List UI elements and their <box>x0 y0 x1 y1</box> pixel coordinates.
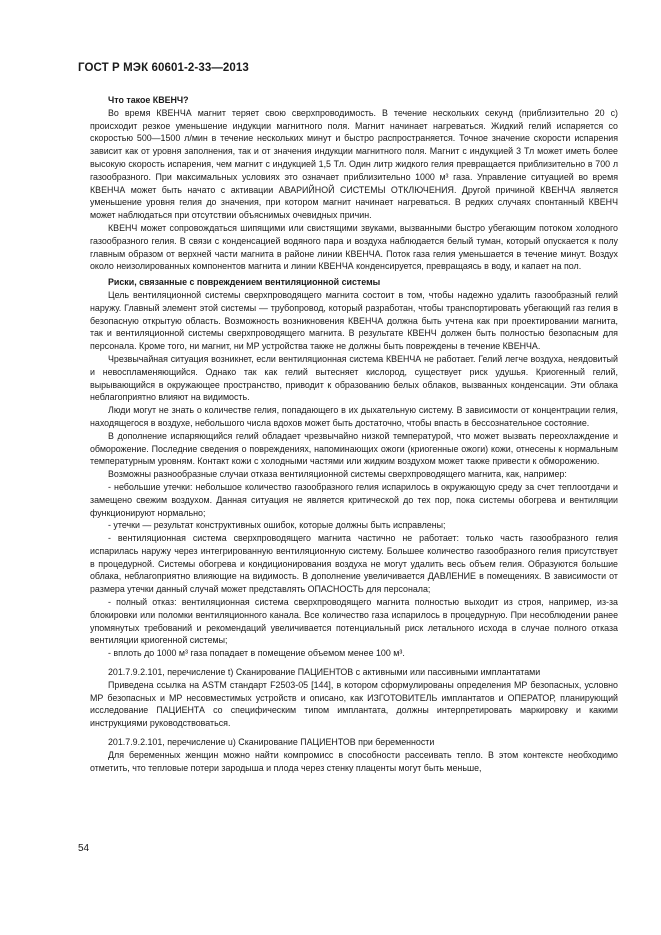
list-item: - вентиляционная система сверхпроводящего магнита частично не работает: только часть газообразного гелия испарилась наружу через интегрированную вентиляционную систему. Большее количество газообразного гелия присутствует в процедурной. Системы обогрева и кондиционирования воздуха не могут удалить весь объем гелия. Образуются большие облака, неблагоприятно влияющие на видимость. В дополнение увеличивается ДАВЛЕНИЕ в помещениях. В зависимости от размера утечки данный случай может представлять ОПАСНОСТЬ для персонала; <box>90 533 618 595</box>
paragraph: Во время КВЕНЧА магнит теряет свою сверхпроводимость. В течение нескольких секунд (приблизительно 20 с) происходит резкое уменьшение индукции магнитного поля. Магнит начинает нагреваться. Жидкий гелий испаряется со скоростью 500—1500 л/мин в течение нескольких минут и быстро распространяется. Точное значение скорости испарения зависит как от уровня заполнения, так и от значения индукции магнитного поля. Магнит с индукцией 3 Тл может иметь более высокую скорость испарения, чем магнит с индукцией 1,5 Тл. Один литр жидкого гелия превращается приблизительно в 700 л газообразного. При максимальных условиях это означает приблизительно 1000 м³ газа. Управление ситуацией во время КВЕНЧА может быть начато с активации АВАРИЙНОЙ СИСТЕМЫ ОТКЛЮЧЕНИЯ. Другой причиной КВЕНЧА является уменьшение уровня гелия до значения, при котором магнит начинает нагреваться. В редких случаях спонтанный КВЕНЧ может наблюдаться при отсутствии объяснимых очевидных причин. <box>90 107 618 221</box>
list-item: - полный отказ: вентиляционная система сверхпроводящего магнита полностью выходит из строя, например, из-за блокировки или поломки вентиляционного канала. Все количество газа испарилось в процедурную. При несоблюдении ранее упомянутых требований и рекомендаций увеличивается потенциальный риск летального исхода в случае полного отказа вентиляции криогенной системы; <box>90 597 618 646</box>
clause-heading-implants: 201.7.9.2.101, перечисление t) Сканирование ПАЦИЕНТОВ с активными или пассивными имплантатами <box>108 667 541 678</box>
paragraph: КВЕНЧ может сопровождаться шипящими или свистящими звуками, вызванными быстро убегающим потоком холодного газообразного гелия. В связи с конденсацией водяного пара и воздуха наблюдается белый туман, который опускается к полу главным образом от верхней части магнита в районе линии КВЕНЧА. Поток газа гелия уменьшается в течение минут. Воздух около неизолированных компонентов магнита и линии КВЕНЧА конденсируется, превращаясь в воду, и капает на пол. <box>90 222 618 272</box>
list-item: - небольшие утечки: небольшое количество газообразного гелия испарилось в окружающую среду за счет теплоотдачи и замещено свежим воздухом. Данная ситуация не является критической до тех пор, пока системы обогрева и вентиляции функционируют нормально; <box>90 481 618 518</box>
paragraph: В дополнение испаряющийся гелий обладает чрезвычайно низкой температурой, что может вызвать переохлаждение и обморожение. Последние сведения о повреждениях, напоминающих ожоги (криогенные ожоги) кожи, отнесены к нормальным температурным уровням. Контакт кожи с холодными частями или жидким воздухом может также привести к обморожению. <box>90 430 618 467</box>
paragraph: Чрезвычайная ситуация возникнет, если вентиляционная система КВЕНЧА не работает. Гелий легче воздуха, неядовитый и невоспламеняющийся. Однако так как гелий вытесняет кислород, существует риск удушья. Криогенный гелий, вырывающийся в окружающее пространство, приводит к образованию белых облаков, вызванных конденсации. Эти облака неблагоприятно влияют на видимость. <box>90 353 618 403</box>
standard-header: ГОСТ Р МЭК 60601-2-33—2013 <box>78 62 249 74</box>
document-body <box>90 91 618 774</box>
paragraph: Для беременных женщин можно найти компромисс в способности рассеивать тепло. В этом контексте необходимо отметить, что тепловые потери зародыша и плода через стенку плаценты могут быть меньше, <box>90 749 618 773</box>
page-number: 54 <box>78 843 90 854</box>
paragraph: Цель вентиляционной системы сверхпроводящего магнита состоит в том, чтобы надежно удалить газообразный гелий наружу. Главный элемент этой системы — трубопровод, который разработан, чтобы транспортировать убегающий газ гелия в безопасную открытую область. Возможность возникновения КВЕНЧА должна быть учтена как при проектировании магнита, так и вентиляционной системы сверхпроводящего магнита. В результате КВЕНЧ должен быть полностью безопасным для персонала. Кроме того, ни магнит, ни МР устройства также не должны быть повреждены в течение КВЕНЧА. <box>90 289 618 352</box>
section-heading-quench: Что такое КВЕНЧ? <box>108 95 189 105</box>
list-item: - вплоть до 1000 м³ газа попадает в помещение объемом менее 100 м³. <box>108 648 405 659</box>
clause-heading-pregnancy: 201.7.9.2.101, перечисление u) Сканирование ПАЦИЕНТОВ при беременности <box>108 737 435 748</box>
section-heading-risks: Риски, связанные с повреждением вентиляционной системы <box>108 277 381 288</box>
paragraph: Люди могут не знать о количестве гелия, попадающего в их дыхательную систему. В зависимости от концентрации гелия, находящегося в воздухе, небольшого числа вдохов может быть достаточно, чтобы впасть в бессознательное состояние. <box>90 405 618 428</box>
paragraph: Возможны разнообразные случаи отказа вентиляционной системы сверхпроводящего магнита, как, например: <box>108 469 567 480</box>
list-item: - утечки — результат конструктивных ошибок, которые должны быть исправлены; <box>108 520 446 531</box>
paragraph: Приведена ссылка на ASTM стандарт F2503-05 [144], в котором сформулированы определения МР безопасных, условно МР безопасных и МР несовместимых устройств и описано, как ИЗГОТОВИТЕЛЬ имплантатов и ОПЕРАТОР, планирующий исследование ПАЦИЕНТА со специфическим типом имплантата, должны интерпретировать маркировку и какими инструкциями руководствоваться. <box>90 679 618 729</box>
